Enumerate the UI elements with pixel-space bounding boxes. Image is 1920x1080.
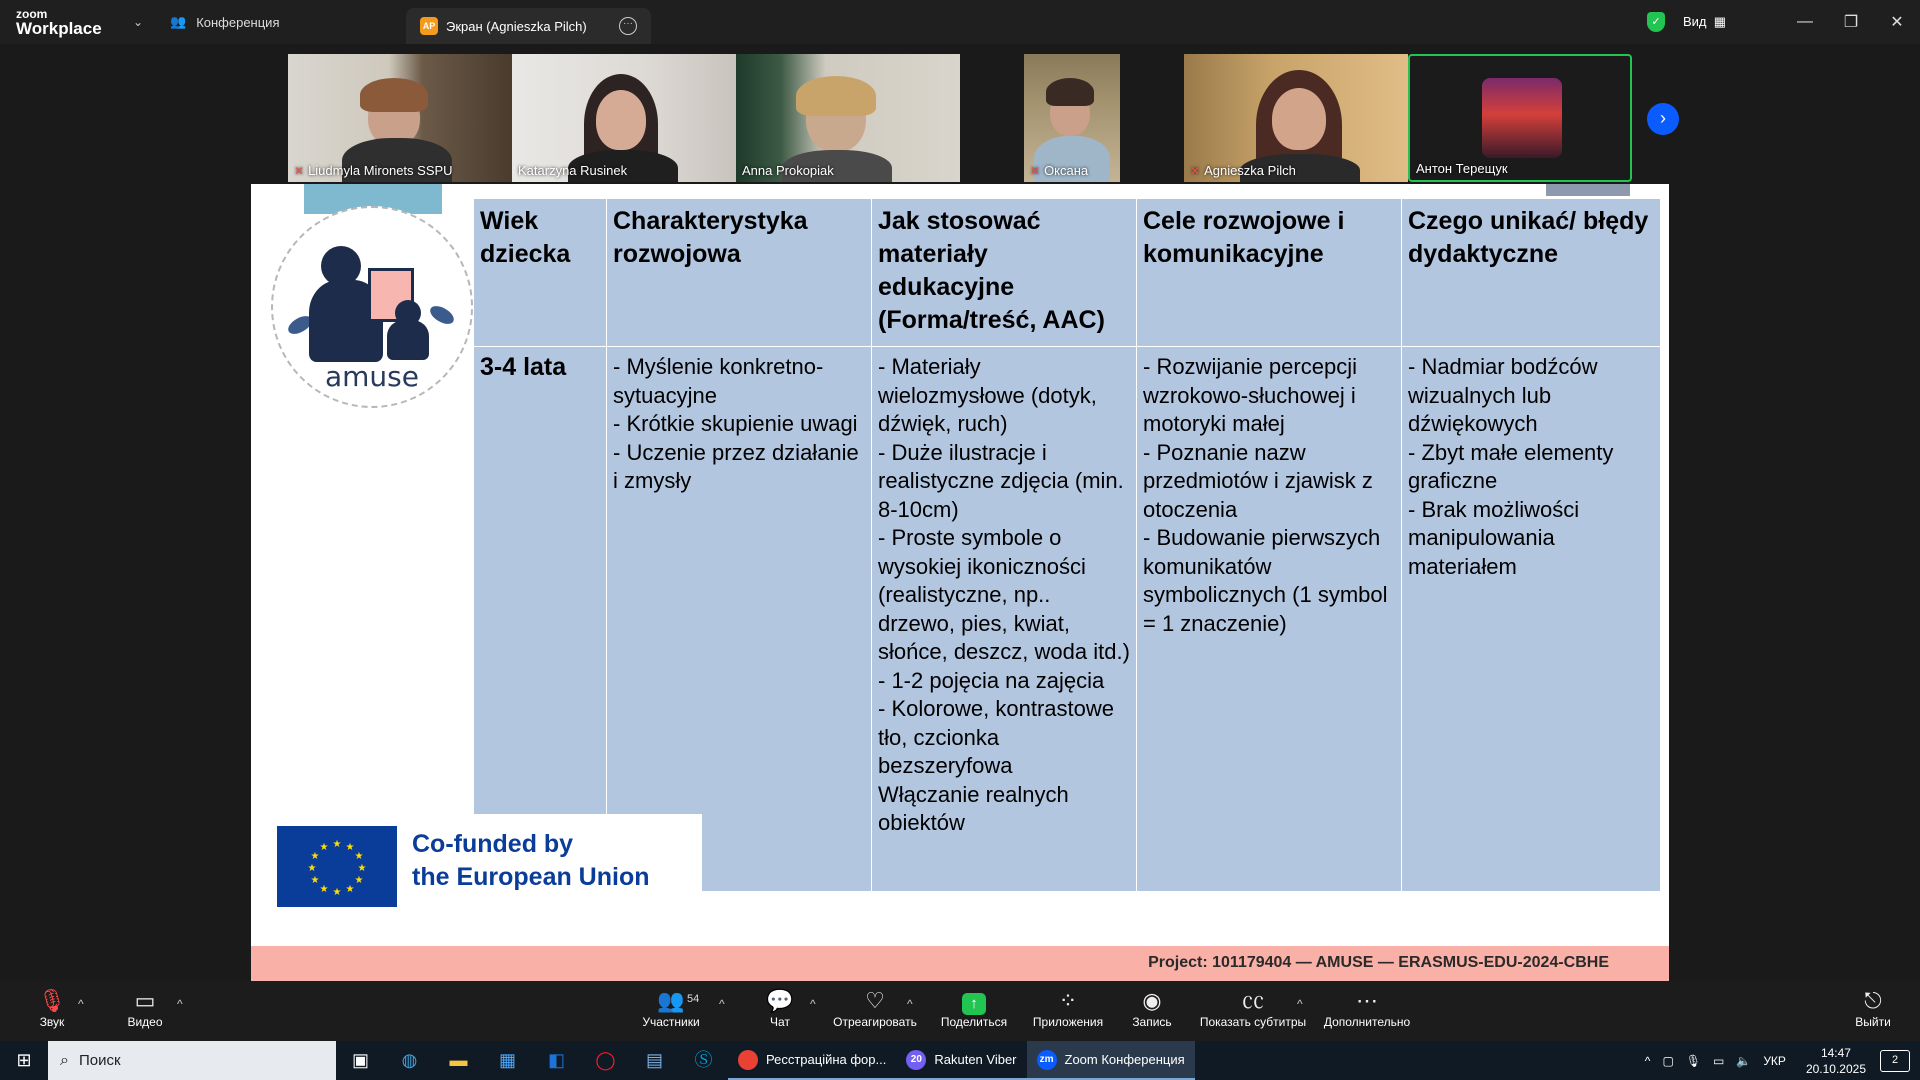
- participant-name: Anna Prokopiak: [742, 163, 834, 178]
- video-tile-active-speaker[interactable]: [1408, 54, 1632, 182]
- brand-line2: Workplace: [16, 18, 102, 38]
- taskbar-app-label: Rakuten Viber: [934, 1052, 1017, 1067]
- cell-line: - Rozwijanie percepcji wzrokowo-słuchowej i motoryki małej: [1143, 354, 1357, 436]
- svg-text:★: ★: [310, 875, 320, 886]
- participant-name: Антон Терещук: [1416, 161, 1508, 176]
- cell-line: - 1-2 pojęcia na zajęcia: [878, 667, 1105, 693]
- taskbar-app-chrome[interactable]: [728, 1041, 896, 1080]
- mic-muted-icon: ✕: [294, 163, 305, 178]
- svg-text:★: ★: [310, 851, 320, 862]
- windows-start-icon[interactable]: ⊞: [16, 1050, 32, 1070]
- audio-label: Звук: [39, 1015, 65, 1029]
- chevron-right-icon[interactable]: ›: [1647, 103, 1679, 135]
- apps-label: Приложения: [1032, 1015, 1104, 1029]
- clock[interactable]: [1806, 1045, 1866, 1077]
- shared-screen-slide: [251, 184, 1669, 981]
- participants-count: 54: [687, 993, 700, 1005]
- record-button[interactable]: [1131, 987, 1173, 1029]
- cell-line: - Uczenie przez działanie i zmysły: [613, 439, 859, 493]
- chevron-up-icon[interactable]: ^: [1297, 997, 1303, 1011]
- task-view-icon[interactable]: ▣: [351, 1050, 369, 1070]
- amuse-logo: [271, 206, 473, 408]
- meeting-toolbar: [0, 981, 1920, 1041]
- chevron-up-icon[interactable]: ^: [1644, 1053, 1651, 1068]
- microphone-icon[interactable]: 🎙: [1685, 1053, 1702, 1068]
- video-camera-icon: ▭: [134, 988, 156, 1013]
- svg-text:★: ★: [354, 875, 364, 886]
- video-tile[interactable]: [512, 54, 736, 182]
- zoom-workplace-logo[interactable]: [0, 8, 120, 37]
- svg-text:★: ★: [357, 863, 367, 874]
- more-label: Дополнительно: [1323, 1015, 1411, 1029]
- video-tile[interactable]: [736, 54, 960, 182]
- participant-name: Katarzyna Rusinek: [518, 163, 628, 178]
- chat-bubble-icon: 💬: [766, 988, 794, 1013]
- tab-screen-share[interactable]: [406, 8, 651, 44]
- svg-text:★: ★: [354, 851, 364, 862]
- system-tray: [1639, 1041, 1920, 1080]
- more-dots-icon: ⋯: [1356, 988, 1378, 1013]
- view-label: Вид: [1682, 14, 1707, 29]
- brand-line1: zoom: [16, 6, 48, 21]
- table-cell: [1137, 347, 1402, 892]
- table-row: [474, 347, 1661, 892]
- skype-icon[interactable]: Ⓢ: [694, 1050, 713, 1070]
- share-label: Поделиться: [940, 1015, 1008, 1029]
- table-cell: [872, 347, 1137, 892]
- captions-button[interactable]: [1197, 987, 1309, 1029]
- participants-label: Участники: [642, 1015, 700, 1029]
- eu-text-line1: Co-funded by: [412, 830, 574, 858]
- closed-captions-icon: ㏄: [1241, 988, 1264, 1013]
- zoom-icon: zm: [1037, 1050, 1057, 1070]
- svg-text:★: ★: [319, 842, 329, 853]
- mic-muted-icon: ✕: [1030, 163, 1041, 178]
- presenter-avatar-badge: AP: [420, 17, 438, 35]
- apps-grid-icon: ⁘: [1058, 988, 1078, 1013]
- cell-line: - Zbyt małe elementy graficzne: [1408, 439, 1614, 493]
- chevron-down-icon[interactable]: ⌄: [132, 15, 144, 29]
- cell-line: - Materiały wielozmysłowe (dotyk, dźwięk, ruch): [878, 354, 1097, 436]
- mic-muted-icon: ✕: [1190, 163, 1201, 178]
- chat-label: Чат: [770, 1015, 790, 1029]
- meet-now-icon[interactable]: ▢: [1662, 1053, 1674, 1068]
- chevron-up-icon[interactable]: ^: [810, 997, 816, 1011]
- svg-text:★: ★: [319, 884, 329, 895]
- chrome-icon: [738, 1050, 758, 1070]
- react-label: Отреагировать: [833, 1015, 917, 1029]
- participant-avatar: [1482, 78, 1562, 158]
- cell-line: Włączanie realnych obiektów: [878, 781, 1069, 835]
- video-tile[interactable]: [1024, 54, 1120, 182]
- cell-line: - Myślenie konkretno-sytuacyjne: [613, 354, 824, 408]
- taskbar-app-label: Ресстраційна фор...: [766, 1052, 887, 1067]
- clock-time: 14:47: [1820, 1045, 1851, 1060]
- taskbar-app-label: Zoom Конференция: [1064, 1052, 1185, 1067]
- video-tile[interactable]: [1184, 54, 1408, 182]
- share-screen-icon: ↑: [962, 993, 986, 1015]
- viber-icon: 20: [906, 1050, 926, 1070]
- svg-text:★: ★: [332, 887, 342, 898]
- video-tile[interactable]: [288, 54, 512, 182]
- project-footer-text: Project: 101179404 — AMUSE — ERASMUS-EDU-2024-CBHE: [1148, 954, 1609, 971]
- windows-taskbar: [0, 1041, 1920, 1080]
- chevron-up-icon[interactable]: ^: [177, 997, 183, 1011]
- notifications-icon[interactable]: 2: [1880, 1050, 1910, 1072]
- exit-door-icon: ⎋: [1864, 988, 1882, 1013]
- edge-browser-icon[interactable]: ◍: [401, 1050, 418, 1070]
- cell-line: - Poznanie nazw przedmiotów i zjawisk z otoczenia: [1143, 439, 1373, 522]
- leave-button[interactable]: [1852, 987, 1894, 1029]
- participant-name: Liudmyla Mironets SSPU: [308, 163, 453, 178]
- captions-label: Показать субтитры: [1199, 1015, 1307, 1029]
- eu-text-line2: the European Union: [412, 863, 650, 891]
- cell-line: - Krótkie skupienie uwagi: [613, 411, 858, 436]
- video-label: Видео: [127, 1015, 163, 1029]
- file-explorer-icon[interactable]: ▬: [449, 1050, 468, 1070]
- eu-cofunded-banner: [251, 814, 702, 898]
- participant-name: Agnieszka Pilch: [1204, 163, 1296, 178]
- chevron-up-icon[interactable]: ^: [907, 997, 913, 1011]
- slide-footer: [251, 946, 1669, 981]
- slide-table: [473, 198, 1661, 892]
- record-label: Запись: [1132, 1015, 1172, 1029]
- eu-flag-icon: [277, 826, 397, 907]
- share-button[interactable]: [938, 987, 1010, 1029]
- outlook-icon[interactable]: ◧: [547, 1050, 565, 1070]
- restore-button[interactable]: ❐: [1843, 14, 1859, 31]
- table-header-cell: Charakterystyka rozwojowa: [607, 199, 872, 347]
- network-icon[interactable]: ▭: [1713, 1053, 1725, 1068]
- cell-line: - Brak możliwości manipulowania materiałem: [1408, 496, 1580, 579]
- chevron-up-icon[interactable]: ^: [78, 997, 84, 1011]
- cell-line: - Nadmiar bodźców wizualnych lub dźwiękowych: [1408, 354, 1598, 436]
- table-header-row: [474, 199, 1661, 347]
- more-button[interactable]: [1322, 987, 1412, 1029]
- close-button[interactable]: ✕: [1890, 14, 1904, 31]
- search-placeholder: Поиск: [78, 1052, 121, 1069]
- table-header-cell: Wiek dziecka: [474, 199, 607, 347]
- chat-button[interactable]: [765, 987, 795, 1029]
- opera-icon[interactable]: ◯: [595, 1050, 616, 1070]
- tab-conference-label: Конференция: [196, 14, 280, 30]
- taskbar-app-viber[interactable]: [896, 1041, 1026, 1080]
- store-icon[interactable]: ▦: [498, 1050, 516, 1070]
- language-indicator[interactable]: УКР: [1763, 1053, 1786, 1068]
- tab-screen-label: Экран (Agnieszka Pilch): [446, 18, 587, 34]
- svg-text:★: ★: [307, 863, 317, 874]
- video-strip: [0, 44, 1920, 184]
- cell-line: - Duże ilustracje i realistyczne zdjęcia (min. 8-10cm): [878, 439, 1124, 522]
- taskbar-search[interactable]: [48, 1041, 336, 1080]
- slide-decor-tab: [1546, 184, 1630, 196]
- volume-icon[interactable]: 🔈: [1736, 1053, 1752, 1068]
- svg-text:★: ★: [345, 884, 355, 895]
- minimize-button[interactable]: —: [1797, 13, 1813, 30]
- grid-view-icon: ▦: [1710, 14, 1726, 29]
- svg-text:★: ★: [332, 839, 342, 850]
- heart-icon: ♡: [865, 988, 885, 1013]
- audio-button[interactable]: [30, 987, 74, 1029]
- logo-word: amuse: [325, 360, 419, 393]
- table-cell-age: 3-4 lata: [474, 347, 607, 892]
- apps-button[interactable]: [1030, 987, 1106, 1029]
- leave-label: Выйти: [1855, 1015, 1891, 1029]
- cell-line: - Proste symbole o wysokiej ikoniczności (realistyczne, np.. drzewo, pies, kwiat, słońce, deszcz, woda itd.): [878, 525, 1130, 664]
- taskbar-app-zoom[interactable]: [1027, 1041, 1195, 1080]
- table-cell: [1402, 347, 1661, 892]
- chevron-up-icon[interactable]: ^: [719, 997, 725, 1011]
- video-button[interactable]: [122, 987, 168, 1029]
- view-button[interactable]: [1683, 14, 1726, 30]
- mic-muted-icon: 🎙: [38, 988, 66, 1013]
- cell-line: - Budowanie pierwszych komunikatów symbolicznych (1 symbol = 1 znaczenie): [1143, 525, 1388, 636]
- security-shield-icon[interactable]: ✓: [1647, 12, 1665, 32]
- record-icon: ◉: [1142, 988, 1162, 1013]
- cell-line: - Kolorowe, kontrastowe tło, czcionka bezszeryfowa: [878, 696, 1114, 778]
- tab-conference[interactable]: [156, 4, 406, 40]
- more-options-icon[interactable]: ···: [619, 17, 637, 35]
- search-icon: ⌕: [60, 1051, 69, 1069]
- table-header-cell: Cele rozwojowe i komunikacyjne: [1137, 199, 1402, 347]
- people-icon: 👥: [657, 988, 685, 1013]
- calculator-icon[interactable]: ▤: [645, 1050, 663, 1070]
- clock-date: 20.10.2025: [1805, 1061, 1866, 1076]
- participant-name: Оксана: [1044, 163, 1089, 178]
- table-cell: [607, 347, 872, 892]
- svg-text:★: ★: [345, 842, 355, 853]
- table-header-cell: Czego unikać/ błędy dydaktyczne: [1402, 199, 1661, 347]
- table-header-cell: Jak stosować materiały edukacyjne (Forma/treść, AAC): [872, 199, 1137, 347]
- react-button[interactable]: [832, 987, 918, 1029]
- people-icon: 👥: [170, 14, 187, 29]
- title-bar: [0, 0, 1920, 44]
